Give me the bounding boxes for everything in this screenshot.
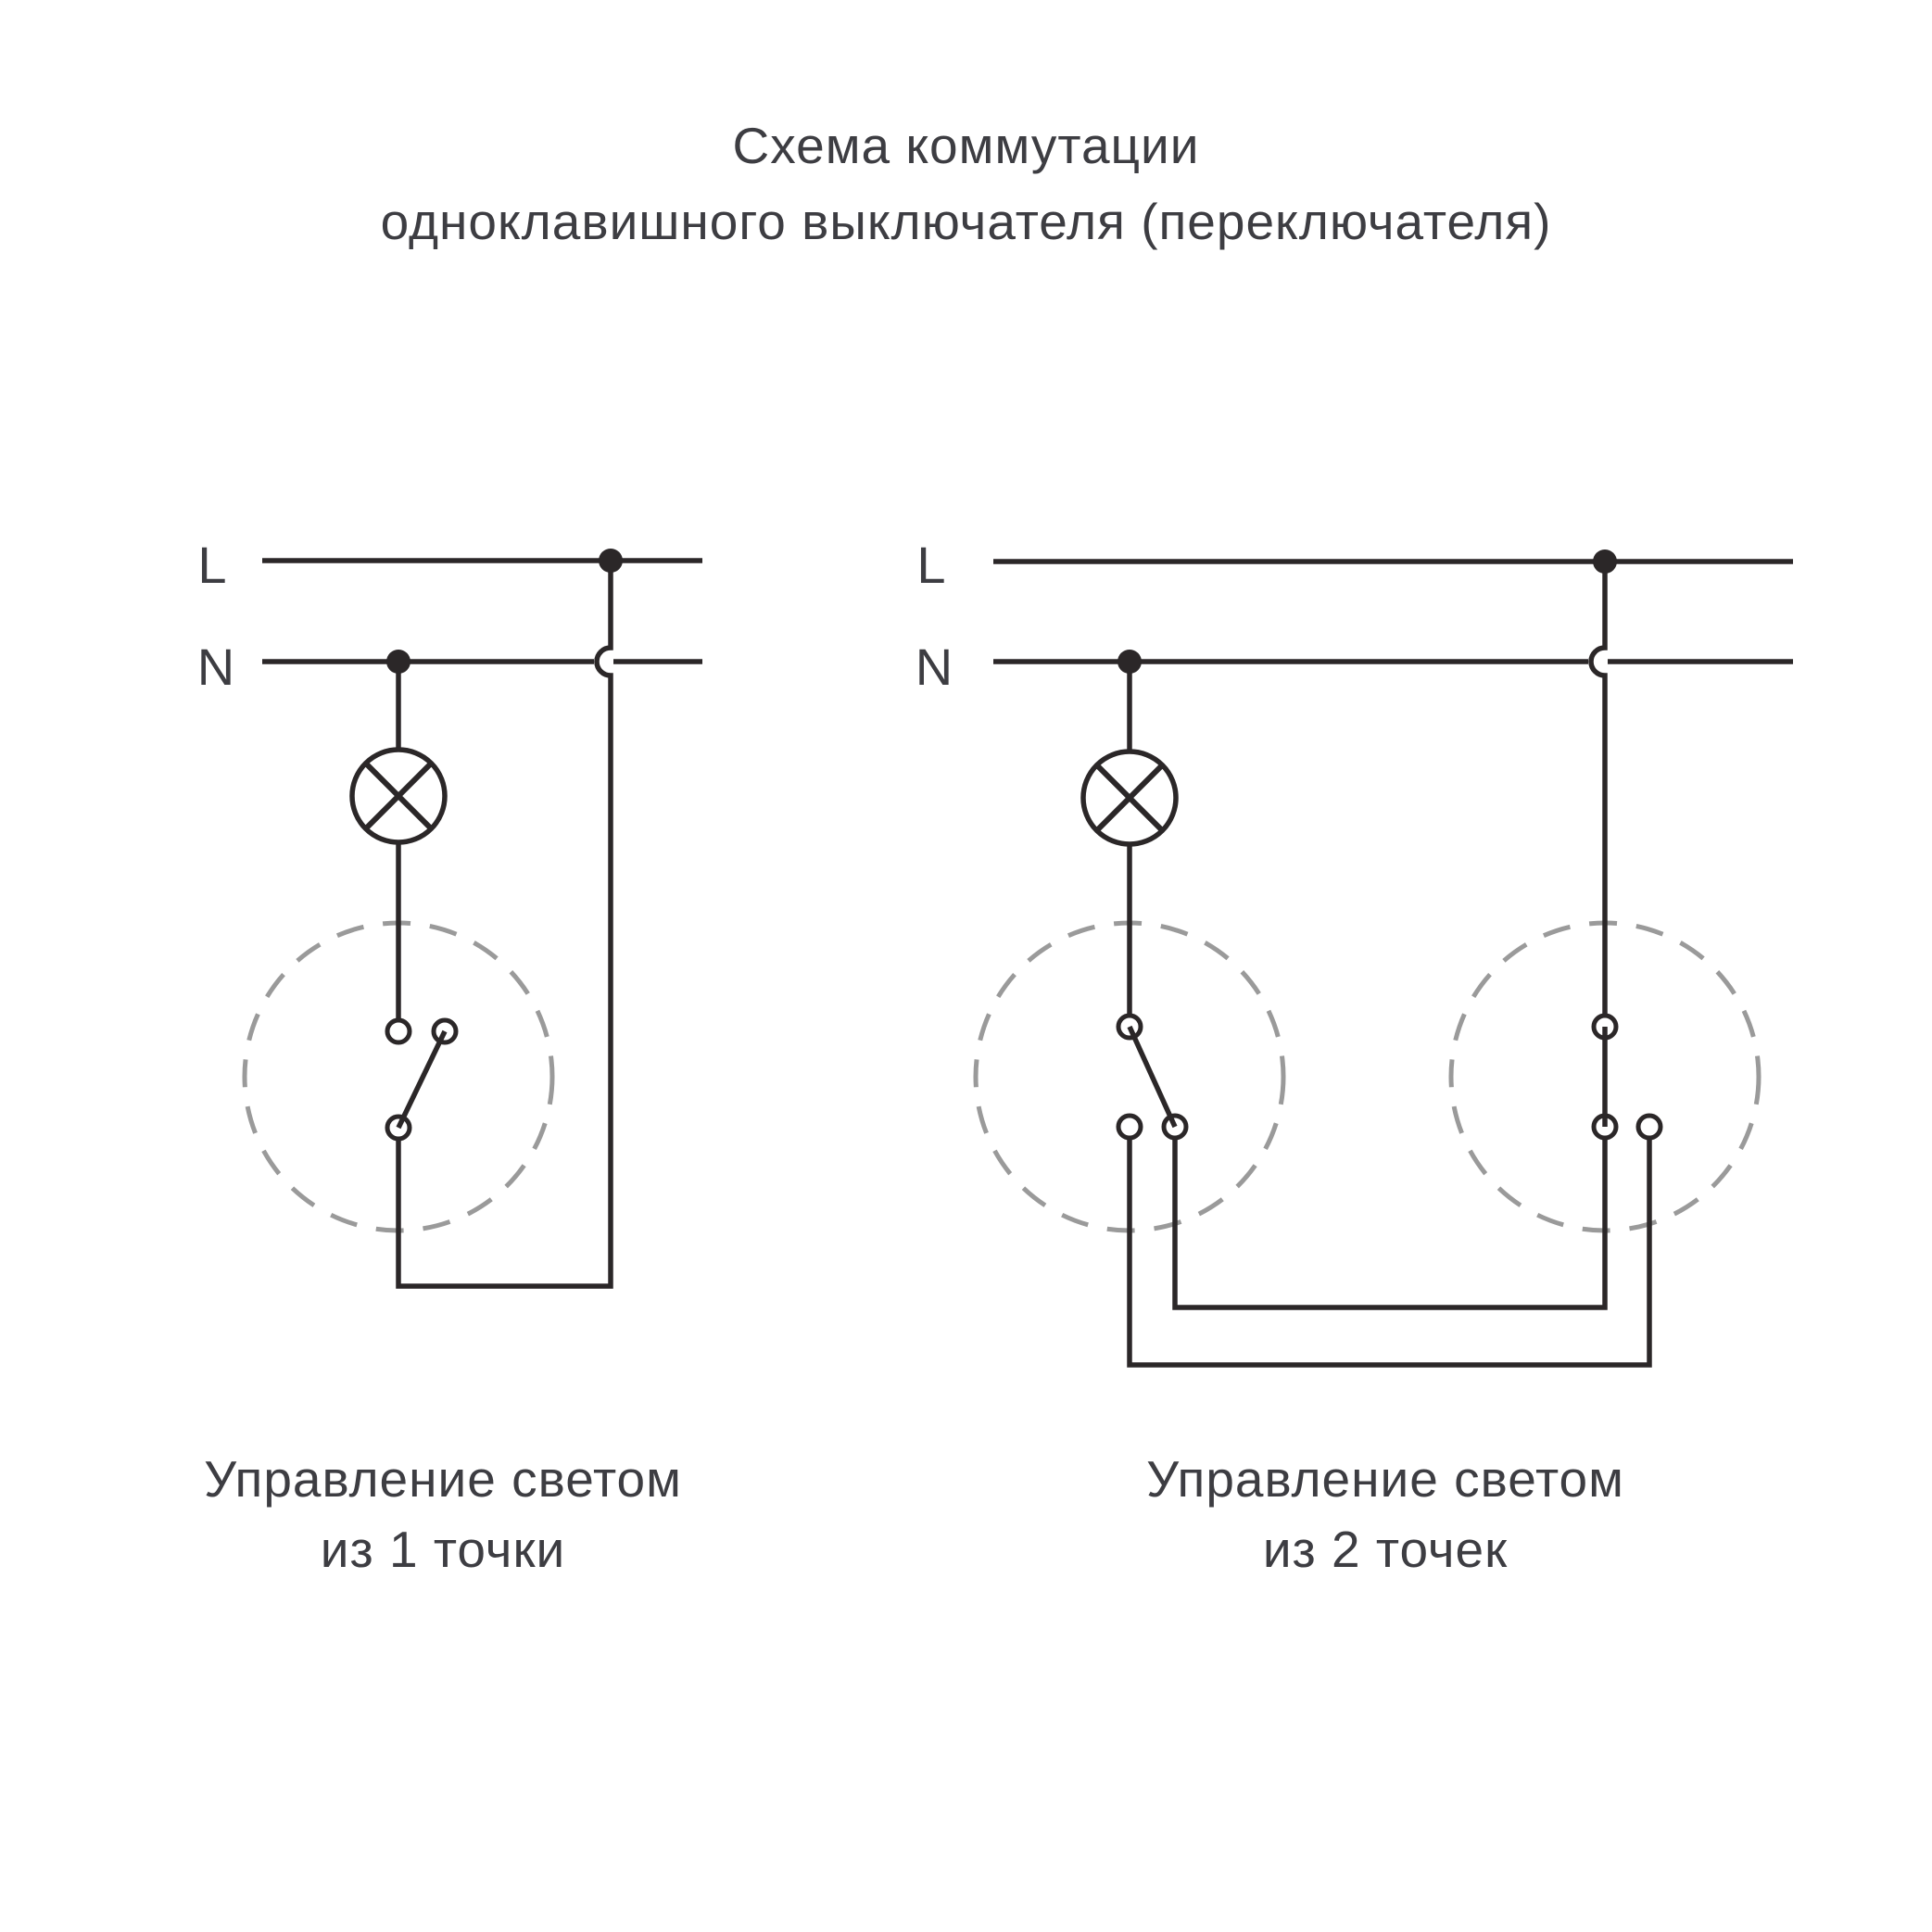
caption-single-point-line2: из 1 точки bbox=[320, 1521, 566, 1578]
switch-feed-wire bbox=[1591, 562, 1605, 1016]
terminal-circle bbox=[1118, 1116, 1141, 1138]
caption-two-point-line2: из 2 точек bbox=[1262, 1521, 1509, 1578]
caption-single-point bbox=[204, 1444, 682, 1585]
switch-feed-wire bbox=[398, 561, 611, 1286]
lamp-icon bbox=[352, 750, 445, 842]
caption-single-point-line1: Управление светом bbox=[204, 1450, 682, 1508]
junction-dot bbox=[386, 650, 410, 674]
junction-dot bbox=[599, 549, 623, 573]
caption-two-point bbox=[1146, 1444, 1624, 1585]
diagram-two-point bbox=[915, 536, 1793, 1365]
junction-dot bbox=[1593, 549, 1617, 574]
page-title-line2: одноклавишного выключателя (переключателя) bbox=[380, 193, 1552, 250]
line-wire-label: L bbox=[197, 536, 227, 594]
terminal-circle bbox=[1638, 1116, 1661, 1138]
lamp-icon bbox=[1083, 751, 1176, 844]
diagram-single-point bbox=[197, 536, 702, 1286]
terminal-circle bbox=[387, 1020, 410, 1042]
traveler-wire-outer bbox=[1130, 1138, 1649, 1365]
traveler-wire-inner bbox=[1175, 1138, 1605, 1307]
caption-two-point-line1: Управление светом bbox=[1146, 1450, 1624, 1508]
junction-dot bbox=[1118, 650, 1142, 674]
page-title-line1: Схема коммутации bbox=[732, 117, 1200, 174]
neutral-wire-label: N bbox=[196, 638, 235, 696]
neutral-wire-label: N bbox=[915, 638, 953, 696]
switch-lever bbox=[398, 1031, 445, 1128]
switch-lever bbox=[1130, 1027, 1175, 1127]
line-wire-label: L bbox=[916, 536, 946, 594]
